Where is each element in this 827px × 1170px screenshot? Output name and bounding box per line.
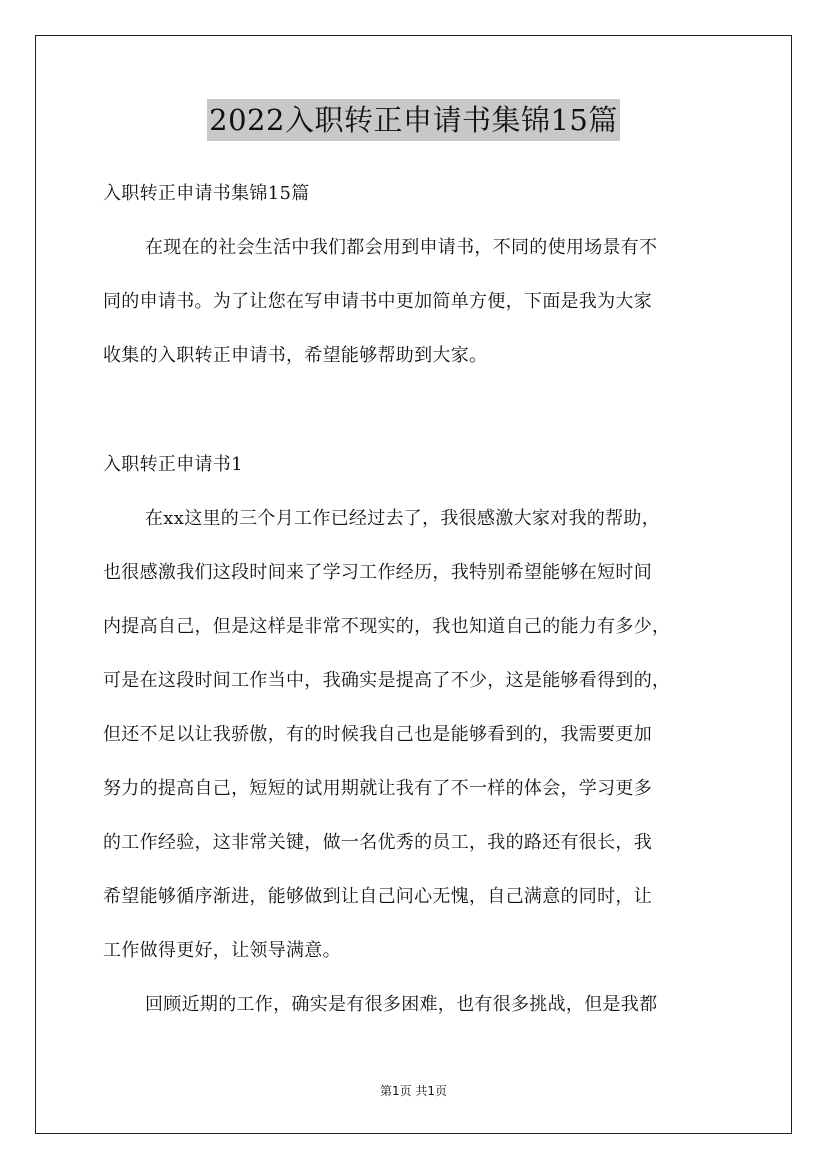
body-line-1: 在xx这里的三个月工作已经过去了，我很感激大家对我的帮助， <box>145 508 660 529</box>
body-line-9: 工作做得更好，让领导满意。 <box>103 940 341 961</box>
section-heading: 入职转正申请书1 <box>103 454 243 475</box>
body-line-7: 的工作经验，这非常关键，做一名优秀的员工，我的路还有很长，我 <box>103 832 652 853</box>
body-line-2: 也很感激我们这段时间来了学习工作经历，我特别希望能够在短时间 <box>103 562 652 583</box>
intro-line-1: 在现在的社会生活中我们都会用到申请书，不同的使用场景有不 <box>145 237 658 258</box>
body-line-5: 但还不足以让我骄傲，有的时候我自己也是能够看到的，我需要更加 <box>103 724 652 745</box>
body-line-3: 内提高自己，但是这样是非常不现实的，我也知道自己的能力有多少， <box>103 616 671 637</box>
body-line-10: 回顾近期的工作，确实是有很多困难，也有很多挑战，但是我都 <box>145 994 658 1015</box>
page-footer: 第1页 共1页 <box>379 1084 448 1098</box>
intro-line-3: 收集的入职转正申请书，希望能够帮助到大家。 <box>103 345 488 366</box>
title-container <box>0 99 827 141</box>
body-line-6: 努力的提高自己，短短的试用期就让我有了不一样的体会，学习更多 <box>103 778 652 799</box>
body-line-4: 可是在这段时间工作当中，我确实是提高了不少，这是能够看得到的， <box>103 670 671 691</box>
document-subtitle: 入职转正申请书集锦15篇 <box>103 183 310 204</box>
body-line-8: 希望能够循序渐进，能够做到让自己问心无愧，自己满意的同时，让 <box>103 886 652 907</box>
intro-line-2: 同的申请书。为了让您在写申请书中更加简单方便，下面是我为大家 <box>103 291 652 312</box>
document-title: 2022入职转正申请书集锦15篇 <box>207 99 620 141</box>
